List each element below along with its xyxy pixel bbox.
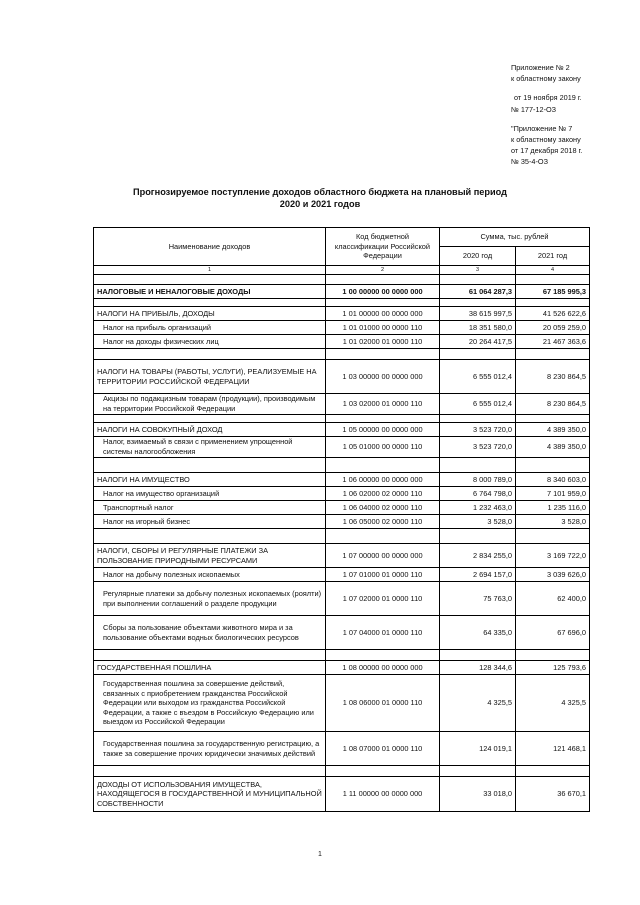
- row-value-2021: 4 325,5: [516, 675, 590, 732]
- spacer-cell: [94, 458, 326, 473]
- spacer-cell: [440, 529, 516, 544]
- header-name: Наименование доходов: [94, 228, 326, 266]
- row-name: ГОСУДАРСТВЕННАЯ ПОШЛИНА: [94, 661, 326, 675]
- row-value-2021: 67 696,0: [516, 616, 590, 650]
- spacer-cell: [326, 415, 440, 423]
- row-code: 1 06 04000 02 0000 110: [326, 501, 440, 515]
- row-name: Регулярные платежи за добычу полезных ископаемых (роялти) при выполнении соглашений о разделе продукции: [94, 582, 326, 616]
- spacer-cell: [516, 650, 590, 661]
- row-name: НАЛОГИ, СБОРЫ И РЕГУЛЯРНЫЕ ПЛАТЕЖИ ЗА ПОЛЬЗОВАНИЕ ПРИРОДНЫМИ РЕСУРСАМИ: [94, 544, 326, 568]
- spacer-cell: [516, 458, 590, 473]
- title-line-2: 2020 и 2021 годов: [279, 199, 361, 209]
- row-value-2021: 4 389 350,0: [516, 437, 590, 458]
- row-value-2021: 67 185 995,3: [516, 285, 590, 299]
- row-code: 1 01 00000 00 0000 000: [326, 307, 440, 321]
- row-value-2020: 3 528,0: [440, 515, 516, 529]
- row-value-2020: 18 351 580,0: [440, 321, 516, 335]
- column-index: 4: [516, 266, 590, 275]
- row-code: 1 07 02000 01 0000 110: [326, 582, 440, 616]
- row-name: Акцизы по подакцизным товарам (продукции), производимым на территории Российской Федерации: [94, 394, 326, 415]
- row-value-2021: 8 230 864,5: [516, 360, 590, 394]
- row-name: НАЛОГИ НА ПРИБЫЛЬ, ДОХОДЫ: [94, 307, 326, 321]
- spacer-cell: [440, 458, 516, 473]
- spacer-cell: [326, 458, 440, 473]
- row-name: Налог на имущество организаций: [94, 487, 326, 501]
- table-row: [94, 661, 590, 675]
- column-index: 3: [440, 266, 516, 275]
- row-code: 1 06 02000 02 0000 110: [326, 487, 440, 501]
- spacer-row: [94, 299, 590, 307]
- row-value-2021: 4 389 350,0: [516, 423, 590, 437]
- row-value-2020: 20 264 417,5: [440, 335, 516, 349]
- spacer-cell: [516, 299, 590, 307]
- appendix-line: от 17 декабря 2018 г.: [511, 146, 583, 156]
- row-code: 1 05 01000 00 0000 110: [326, 437, 440, 458]
- row-name: Налог на игорный бизнес: [94, 515, 326, 529]
- row-code: 1 07 04000 01 0000 110: [326, 616, 440, 650]
- spacer-cell: [94, 299, 326, 307]
- appendix-line: от 19 ноября 2019 г.: [514, 93, 582, 103]
- row-name: ДОХОДЫ ОТ ИСПОЛЬЗОВАНИЯ ИМУЩЕСТВА, НАХОДЯЩЕГОСЯ В ГОСУДАРСТВЕННОЙ И МУНИЦИПАЛЬНОЙ СОБСТВЕННОСТИ: [94, 777, 326, 812]
- table-row: [94, 777, 590, 812]
- table-row: [94, 285, 590, 299]
- table-row: [94, 473, 590, 487]
- row-code: 1 07 01000 01 0000 110: [326, 568, 440, 582]
- row-value-2021: 8 340 603,0: [516, 473, 590, 487]
- spacer-cell: [94, 766, 326, 777]
- spacer-row: [94, 766, 590, 777]
- row-value-2021: 1 235 116,0: [516, 501, 590, 515]
- row-value-2020: 6 764 798,0: [440, 487, 516, 501]
- row-value-2020: 38 615 997,5: [440, 307, 516, 321]
- table-row: [94, 437, 590, 458]
- table-row: [94, 335, 590, 349]
- spacer-cell: [440, 650, 516, 661]
- row-value-2021: 20 059 259,0: [516, 321, 590, 335]
- table-row: [94, 360, 590, 394]
- spacer-row: [94, 458, 590, 473]
- row-value-2020: 75 763,0: [440, 582, 516, 616]
- header-code: Код бюджетной классификации Российской Федерации: [326, 228, 440, 266]
- header-2020: 2020 год: [440, 247, 516, 266]
- row-name: Налог на добычу полезных ископаемых: [94, 568, 326, 582]
- table-row: [94, 568, 590, 582]
- row-value-2021: 62 400,0: [516, 582, 590, 616]
- row-value-2021: 125 793,6: [516, 661, 590, 675]
- spacer-cell: [516, 349, 590, 360]
- spacer-row: [94, 275, 590, 285]
- row-name: НАЛОГИ НА ИМУЩЕСТВО: [94, 473, 326, 487]
- spacer-cell: [516, 529, 590, 544]
- spacer-cell: [326, 349, 440, 360]
- row-name: Государственная пошлина за государственную регистрацию, а также за совершение прочих юридически значимых действий: [94, 732, 326, 766]
- table-row: [94, 394, 590, 415]
- spacer-cell: [94, 650, 326, 661]
- row-value-2021: 3 169 722,0: [516, 544, 590, 568]
- row-code: 1 01 01000 00 0000 110: [326, 321, 440, 335]
- header-2021: 2021 год: [516, 247, 590, 266]
- column-index: 2: [326, 266, 440, 275]
- row-name: Государственная пошлина за совершение действий, связанных с приобретением гражданства Российской Федерации или выходом из гражданства Российской Федерации, а также с въездом в Российскую Федерацию или выездом из Российской Федерации: [94, 675, 326, 732]
- row-value-2020: 8 000 789,0: [440, 473, 516, 487]
- table-row: [94, 307, 590, 321]
- spacer-cell: [516, 415, 590, 423]
- row-code: 1 03 00000 00 0000 000: [326, 360, 440, 394]
- row-code: 1 06 05000 02 0000 110: [326, 515, 440, 529]
- row-code: 1 06 00000 00 0000 000: [326, 473, 440, 487]
- header-sum: Сумма, тыс. рублей: [440, 228, 590, 247]
- spacer-row: [94, 650, 590, 661]
- spacer-cell: [326, 275, 440, 285]
- appendix-line: № 177-12-ОЗ: [511, 104, 557, 114]
- row-value-2020: 3 523 720,0: [440, 423, 516, 437]
- appendix-line: к областному закону: [511, 74, 581, 84]
- title-line-1: Прогнозируемое поступление доходов областного бюджета на плановый период: [132, 187, 507, 197]
- spacer-cell: [326, 299, 440, 307]
- table-row: [94, 501, 590, 515]
- spacer-cell: [516, 275, 590, 285]
- row-code: 1 07 00000 00 0000 000: [326, 544, 440, 568]
- row-name: Налог на доходы физических лиц: [94, 335, 326, 349]
- table-row: [94, 487, 590, 501]
- table-row: [94, 582, 590, 616]
- row-value-2020: 33 018,0: [440, 777, 516, 812]
- row-value-2021: 3 528,0: [516, 515, 590, 529]
- row-code: 1 08 07000 01 0000 110: [326, 732, 440, 766]
- spacer-cell: [94, 275, 326, 285]
- row-code: 1 08 00000 00 0000 000: [326, 661, 440, 675]
- spacer-cell: [440, 766, 516, 777]
- spacer-cell: [440, 299, 516, 307]
- document-title: [95, 186, 545, 210]
- spacer-cell: [94, 529, 326, 544]
- table-row: [94, 423, 590, 437]
- row-value-2020: 2 834 255,0: [440, 544, 516, 568]
- spacer-row: [94, 529, 590, 544]
- table-row: [94, 732, 590, 766]
- row-value-2020: 128 344,6: [440, 661, 516, 675]
- row-value-2021: 121 468,1: [516, 732, 590, 766]
- row-value-2020: 64 335,0: [440, 616, 516, 650]
- row-code: 1 11 00000 00 0000 000: [326, 777, 440, 812]
- spacer-cell: [516, 766, 590, 777]
- row-code: 1 05 00000 00 0000 000: [326, 423, 440, 437]
- appendix-line: № 35-4-ОЗ: [511, 157, 548, 167]
- row-value-2020: 6 555 012,4: [440, 360, 516, 394]
- row-value-2021: 8 230 864,5: [516, 394, 590, 415]
- column-index: 1: [94, 266, 326, 275]
- row-code: 1 01 02000 01 0000 110: [326, 335, 440, 349]
- table-row: [94, 544, 590, 568]
- row-value-2020: 6 555 012,4: [440, 394, 516, 415]
- row-name: НАЛОГОВЫЕ И НЕНАЛОГОВЫЕ ДОХОДЫ: [94, 285, 326, 299]
- table-row: [94, 616, 590, 650]
- table-row: [94, 515, 590, 529]
- row-code: 1 08 06000 01 0000 110: [326, 675, 440, 732]
- row-value-2021: 21 467 363,6: [516, 335, 590, 349]
- table-row: [94, 321, 590, 335]
- row-value-2020: 2 694 157,0: [440, 568, 516, 582]
- row-name: Налог, взимаемый в связи с применением упрощенной системы налогообложения: [94, 437, 326, 458]
- row-code: 1 03 02000 01 0000 110: [326, 394, 440, 415]
- spacer-cell: [440, 275, 516, 285]
- page-number: 1: [318, 851, 322, 858]
- row-code: 1 00 00000 00 0000 000: [326, 285, 440, 299]
- appendix-line: Приложение № 2: [511, 63, 570, 72]
- row-value-2021: 7 101 959,0: [516, 487, 590, 501]
- row-name: НАЛОГИ НА СОВОКУПНЫЙ ДОХОД: [94, 423, 326, 437]
- spacer-row: [94, 415, 590, 423]
- spacer-cell: [94, 349, 326, 360]
- spacer-row: [94, 349, 590, 360]
- row-value-2021: 36 670,1: [516, 777, 590, 812]
- row-name: НАЛОГИ НА ТОВАРЫ (РАБОТЫ, УСЛУГИ), РЕАЛИЗУЕМЫЕ НА ТЕРРИТОРИИ РОССИЙСКОЙ ФЕДЕРАЦИИ: [94, 360, 326, 394]
- row-value-2021: 3 039 626,0: [516, 568, 590, 582]
- row-name: Сборы за пользование объектами животного мира и за пользование объектами водных биологических ресурсов: [94, 616, 326, 650]
- row-value-2021: 41 526 622,6: [516, 307, 590, 321]
- row-name: Налог на прибыль организаций: [94, 321, 326, 335]
- spacer-cell: [326, 766, 440, 777]
- appendix-header: [511, 62, 631, 168]
- spacer-cell: [440, 415, 516, 423]
- spacer-cell: [326, 529, 440, 544]
- spacer-cell: [440, 349, 516, 360]
- row-value-2020: 3 523 720,0: [440, 437, 516, 458]
- revenue-table: [93, 227, 590, 812]
- row-value-2020: 1 232 463,0: [440, 501, 516, 515]
- table-row: [94, 675, 590, 732]
- row-value-2020: 124 019,1: [440, 732, 516, 766]
- row-value-2020: 61 064 287,3: [440, 285, 516, 299]
- appendix-line: к областному закону: [511, 135, 581, 145]
- spacer-cell: [326, 650, 440, 661]
- row-value-2020: 4 325,5: [440, 675, 516, 732]
- appendix-line: "Приложение № 7: [511, 123, 573, 133]
- spacer-cell: [94, 415, 326, 423]
- row-name: Транспортный налог: [94, 501, 326, 515]
